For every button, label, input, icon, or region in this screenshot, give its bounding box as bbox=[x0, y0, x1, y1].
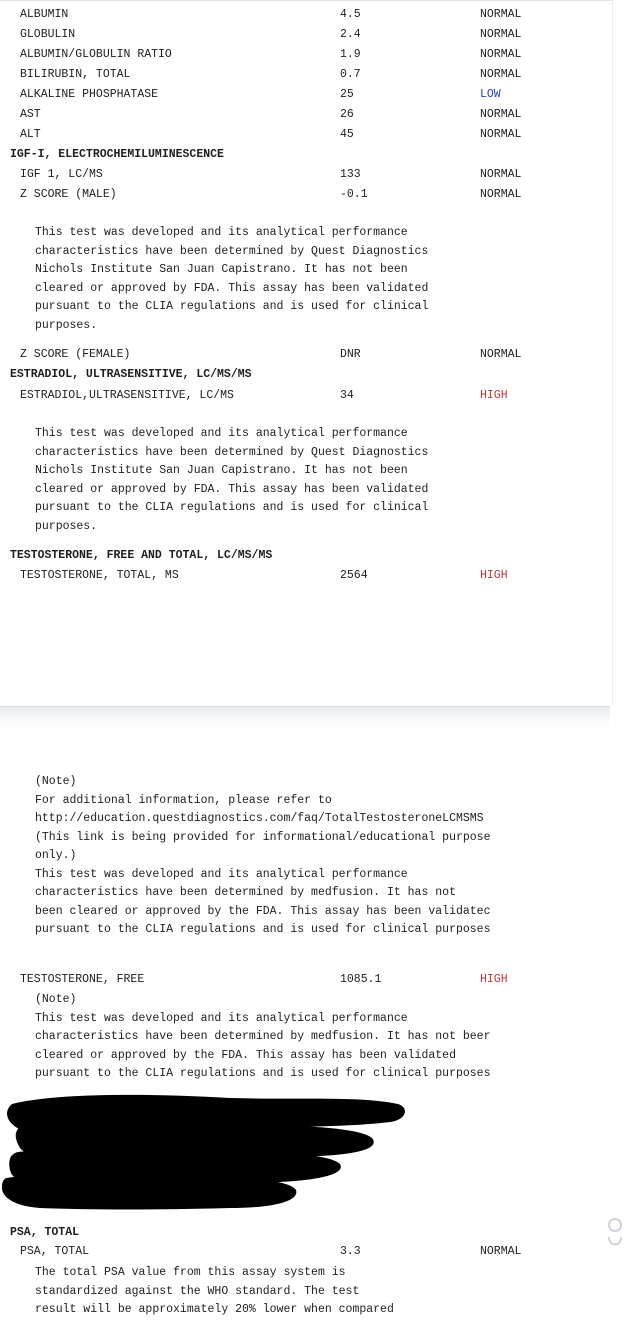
note-line: For additional information, please refer to bbox=[35, 793, 332, 807]
result-name: ALBUMIN/GLOBULIN RATIO bbox=[20, 48, 172, 61]
section-title-psa: PSA, TOTAL bbox=[10, 1226, 80, 1239]
result-name: ALBUMIN bbox=[20, 8, 69, 21]
result-flag: NORMAL bbox=[480, 1245, 522, 1258]
note-line: cleared or approved by FDA. This assay has been validated bbox=[35, 281, 429, 295]
result-flag: NORMAL bbox=[480, 108, 522, 121]
result-value: 34 bbox=[340, 389, 354, 402]
igf-note bbox=[35, 224, 428, 335]
testosterone-note-2 bbox=[35, 991, 490, 1084]
result-value: -0.1 bbox=[340, 188, 368, 201]
result-name: Z SCORE (MALE) bbox=[20, 188, 117, 201]
result-value: 25 bbox=[340, 88, 354, 101]
note-line: http://education.questdiagnostics.com/faq/TotalTestosteroneLCMSMS bbox=[35, 812, 484, 825]
result-name: PSA, TOTAL bbox=[20, 1245, 90, 1258]
note-line: Nichols Institute San Juan Capistrano. It has not been bbox=[35, 464, 408, 477]
result-value: 26 bbox=[340, 108, 354, 121]
right-edge-line bbox=[612, 0, 613, 706]
top-edge-line bbox=[0, 0, 612, 1]
result-value: 4.5 bbox=[340, 8, 361, 21]
scroll-handle-icon[interactable] bbox=[602, 1215, 628, 1255]
result-flag-high: HIGH bbox=[480, 569, 508, 582]
result-name: ALKALINE PHOSPHATASE bbox=[20, 88, 159, 101]
result-name: AST bbox=[20, 108, 41, 121]
note-line: This test was developed and its analytical performance bbox=[35, 427, 408, 440]
note-line: (Note) bbox=[35, 775, 77, 788]
note-line: Nichols Institute San Juan Capistrano. It has not been bbox=[35, 263, 408, 276]
note-line: The total PSA value from this assay system is bbox=[35, 1266, 346, 1279]
section-title-testosterone: TESTOSTERONE, FREE AND TOTAL, LC/MS/MS bbox=[10, 549, 273, 562]
note-line: standardized against the WHO standard. The test bbox=[35, 1284, 360, 1298]
note-line: pursuant to the CLIA regulations and is used for clinical purposes bbox=[35, 923, 491, 936]
note-line: result will be approximately 20% lower when compared bbox=[35, 1303, 394, 1316]
result-flag: NORMAL bbox=[480, 48, 522, 61]
result-flag: NORMAL bbox=[480, 8, 522, 21]
note-line: This test was developed and its analytical performance bbox=[35, 1011, 408, 1025]
section-title-igf: IGF-I, ELECTROCHEMILUMINESCENCE bbox=[10, 148, 224, 161]
note-line: This test was developed and its analytical performance bbox=[35, 226, 408, 239]
result-value: 0.7 bbox=[340, 68, 361, 81]
result-name: ESTRADIOL,ULTRASENSITIVE, LC/MS bbox=[20, 389, 234, 402]
result-flag-high: HIGH bbox=[480, 973, 508, 986]
note-line: characteristics have been determined by medfusion. It has not beer bbox=[35, 1030, 491, 1043]
result-value: 1.9 bbox=[340, 48, 361, 61]
result-name: ALT bbox=[20, 128, 41, 141]
result-flag: NORMAL bbox=[480, 348, 522, 361]
result-value: 45 bbox=[340, 128, 354, 141]
result-flag-high: HIGH bbox=[480, 389, 508, 402]
note-line: cleared or approved by FDA. This assay has been validated bbox=[35, 482, 429, 496]
note-line: purposes. bbox=[35, 318, 98, 332]
testosterone-note-1 bbox=[35, 773, 490, 940]
note-line: pursuant to the CLIA regulations and is used for clinical bbox=[35, 501, 429, 514]
result-flag: NORMAL bbox=[480, 128, 522, 141]
result-flag: NORMAL bbox=[480, 68, 522, 81]
result-flag: NORMAL bbox=[480, 168, 522, 181]
result-value: DNR bbox=[340, 348, 361, 361]
note-line: been cleared or approved by the FDA. This assay has been validatec bbox=[35, 904, 491, 918]
result-name: IGF 1, LC/MS bbox=[20, 168, 103, 181]
note-line: cleared or approved by the FDA. This assay has been validated bbox=[35, 1048, 456, 1062]
section-title-estradiol: ESTRADIOL, ULTRASENSITIVE, LC/MS/MS bbox=[10, 368, 252, 381]
result-flag-low: LOW bbox=[480, 88, 501, 101]
psa-note bbox=[35, 1264, 394, 1320]
note-line: pursuant to the CLIA regulations and is used for clinical purposes bbox=[35, 1067, 491, 1080]
estradiol-note bbox=[35, 425, 428, 536]
result-value: 1085.1 bbox=[340, 973, 382, 986]
result-value: 3.3 bbox=[340, 1245, 361, 1258]
result-value: 2.4 bbox=[340, 28, 361, 41]
result-value: 2564 bbox=[340, 569, 368, 582]
note-line: characteristics have been determined by Quest Diagnostics bbox=[35, 445, 429, 459]
result-name: BILIRUBIN, TOTAL bbox=[20, 68, 131, 81]
note-line: purposes. bbox=[35, 519, 98, 533]
result-value: 133 bbox=[340, 168, 361, 181]
result-name: TESTOSTERONE, TOTAL, MS bbox=[20, 569, 179, 582]
redaction-scribble bbox=[0, 1090, 420, 1215]
page-break-divider bbox=[0, 706, 610, 729]
note-line: (This link is being provided for informational/educational purpose bbox=[35, 830, 491, 844]
note-line: This test was developed and its analytical performance bbox=[35, 867, 408, 881]
note-line: characteristics have been determined by medfusion. It has not bbox=[35, 886, 456, 899]
result-name: Z SCORE (FEMALE) bbox=[20, 348, 131, 361]
result-name: GLOBULIN bbox=[20, 28, 76, 41]
note-line: (Note) bbox=[35, 993, 77, 1006]
result-name: TESTOSTERONE, FREE bbox=[20, 973, 145, 986]
note-line: only.) bbox=[35, 849, 77, 862]
note-line: pursuant to the CLIA regulations and is used for clinical bbox=[35, 300, 429, 313]
note-line: characteristics have been determined by Quest Diagnostics bbox=[35, 244, 429, 258]
result-flag: NORMAL bbox=[480, 28, 522, 41]
result-flag: NORMAL bbox=[480, 188, 522, 201]
